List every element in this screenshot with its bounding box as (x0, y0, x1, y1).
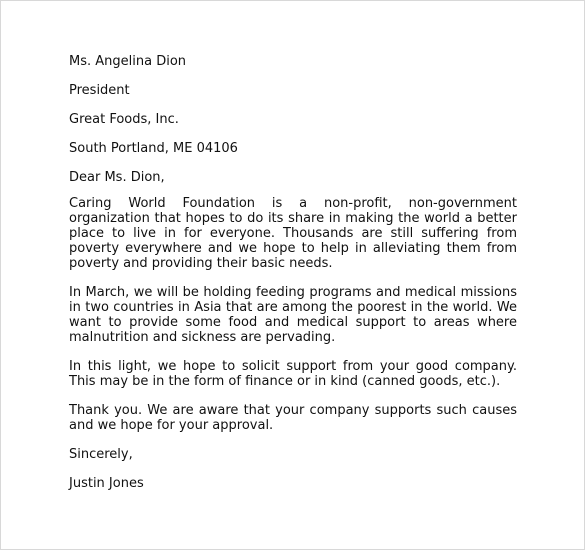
salutation: Dear Ms. Dion, (69, 170, 165, 185)
signature-name: Justin Jones (69, 476, 144, 491)
recipient-address: South Portland, ME 04106 (69, 141, 238, 156)
letter-body (69, 54, 517, 505)
recipient-company: Great Foods, Inc. (69, 112, 179, 127)
paragraph-1: Caring World Foundation is a non-profit, non-government organization that hopes to do its share in making the world a better place to live in for everyone. Thousands are still suffering from poverty everywhere and we hope to help in alleviating them from poverty and providing their basic needs. (69, 196, 517, 271)
recipient-title: President (69, 83, 130, 98)
closing: Sincerely, (69, 447, 133, 462)
recipient-name: Ms. Angelina Dion (69, 54, 187, 69)
paragraph-2: In March, we will be holding feeding programs and medical missions in two countries in Asia that are among the poorest in the world. We want to provide some food and medical support to areas where malnutrition and sickness are pervading. (69, 285, 517, 345)
paragraph-4: Thank you. We are aware that your company supports such causes and we hope for your approval. (69, 403, 517, 433)
paragraph-3: In this light, we hope to solicit support from your good company. This may be in the form of finance or in kind (canned goods, etc.). (69, 359, 517, 389)
